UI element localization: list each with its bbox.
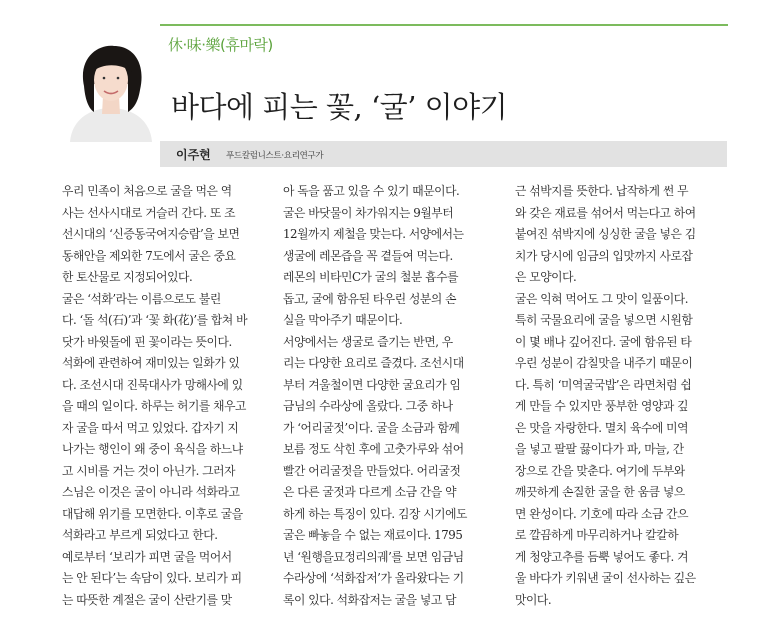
text-line: 고 시비를 거는 것이 아닌가. 그러자	[62, 463, 236, 478]
text-line: 닷가 바윗돌에 핀 꽃이라는 뜻이다.	[62, 334, 232, 349]
text-line: 년 ‘원행을묘정리의궤’를 보면 임금님	[283, 549, 464, 564]
text-line: 다. ‘돌 석(石)’과 ‘꽃 화(花)’를 합쳐 바	[62, 313, 248, 327]
text-line: 수라상에 ‘석화잡저’가 올라왔다는 기	[283, 571, 464, 585]
text-line: 사는 선사시대로 거슬러 간다. 또 조	[62, 205, 236, 220]
text-line: 은 다른 굴젓과 다르게 소금 간을 약	[283, 485, 457, 499]
text-line: 우리 민족이 처음으로 굴을 먹은 역	[62, 184, 232, 198]
text-line: 12월까지 제철을 맞는다. 서양에서는	[283, 227, 464, 241]
text-line: 대답해 위기를 모면한다. 이후로 굴을	[62, 506, 243, 521]
text-line: 레몬의 비타민C가 굴의 철분 흡수를	[283, 270, 459, 284]
author-name: 이주현	[176, 148, 211, 162]
text-line: 금님의 수라상에 올랐다. 그중 하나	[283, 399, 453, 413]
text-line: 면 완성이다. 기호에 따라 소금 간으	[515, 506, 689, 521]
text-line: 예로부터 ‘보리가 피면 굴을 먹어서	[62, 549, 232, 564]
text-line: 특히 국물요리에 굴을 넣으면 시원함	[515, 313, 693, 327]
text-line: 와 갖은 재료를 섞어서 먹는다고 하여	[515, 205, 696, 220]
author-portrait	[62, 36, 160, 142]
text-line: 굴은 익혀 먹어도 그 맛이 일품이다.	[515, 291, 689, 306]
author-role: 푸드칼럼니스트·요리연구가	[226, 151, 324, 161]
text-line: 스님은 이것은 굴이 아니라 석화라고	[62, 485, 240, 499]
text-line: 리는 다양한 요리로 즐겼다. 조선시대	[283, 356, 464, 370]
text-line: 게 만들 수 있지만 풍부한 영양과 깊	[515, 399, 689, 413]
text-line: 돕고, 굴에 함유된 타우린 성분의 손	[283, 291, 457, 306]
header-rule	[160, 24, 728, 26]
text-line: 보름 정도 삭힌 후에 고춧가루와 섞어	[283, 442, 464, 456]
text-line: 나가는 행인이 왜 중이 육식을 하느냐	[62, 442, 243, 456]
text-line: 하게 하는 특징이 있다. 김장 시기에도	[283, 506, 467, 521]
text-line: 은 모양이다.	[515, 270, 577, 284]
text-line: 을 넣고 팔팔 끓이다가 파, 마늘, 간	[515, 442, 684, 456]
text-line: 울 바다가 키워낸 굴이 선사하는 깊은	[515, 571, 696, 585]
text-line: 실을 막아주기 때문이다.	[283, 313, 403, 327]
text-line: 는 안 된다’는 속담이 있다. 보리가 피	[62, 571, 242, 585]
text-line: 로 깔끔하게 마무리하거나 칼칼하	[515, 528, 679, 542]
text-line: 부터 겨울철이면 다양한 굴요리가 임	[283, 377, 461, 392]
text-line: 한 토산물로 지정되어있다.	[62, 270, 193, 284]
text-line: 게 청양고추를 듬뿍 넣어도 좋다. 겨	[515, 549, 689, 564]
text-line: 다. 조선시대 진묵대사가 망해사에 있	[62, 377, 243, 392]
text-line: 굴은 ‘석화’라는 이름으로도 불린	[62, 291, 221, 306]
text-line: 아 독을 품고 있을 수 있기 때문이다.	[283, 184, 460, 198]
text-line: 장으로 간을 맞춘다. 여기에 두부와	[515, 463, 685, 478]
text-line: 가 ‘어리굴젓’이다. 굴을 소금과 함께	[283, 420, 460, 435]
text-line: 빨간 어리굴젓을 만들었다. 어리굴젓	[283, 463, 461, 478]
text-line: 서양에서는 생굴로 즐기는 반면, 우	[283, 334, 453, 349]
text-line: 선시대의 ‘신증동국여지승람’을 보면	[62, 227, 240, 241]
text-line: 록이 있다. 석화잡저는 굴을 넣고 담	[283, 592, 457, 607]
text-line: 생굴에 레몬즙을 꼭 곁들여 먹는다.	[283, 248, 453, 263]
article-column-1	[62, 181, 276, 611]
text-line: 동해안을 제외한 7도에서 굴은 중요	[62, 248, 236, 263]
text-line: 은 맛을 자랑한다. 멸치 육수에 미역	[515, 420, 689, 435]
text-line: 맛이다.	[515, 592, 552, 607]
text-line: 굴은 빠놓을 수 없는 재료이다. 1795	[283, 528, 463, 542]
text-line: 치가 당시에 임금의 입맛까지 사로잡	[515, 248, 693, 263]
text-line: 을 때의 일이다. 하루는 허기를 채우고	[62, 399, 246, 413]
text-line: 우린 성분이 감칠맛을 내주기 때문이	[515, 356, 693, 370]
text-line: 자 굴을 따서 먹고 있었다. 갑자기 지	[62, 420, 239, 435]
article-column-2	[283, 181, 497, 611]
text-line: 이 몇 배나 깊어진다. 굴에 함유된 타	[515, 334, 692, 349]
text-line: 석화라고 부르게 되었다고 한다.	[62, 528, 218, 542]
text-line: 깨끗하게 손질한 굴을 한 움큼 넣으	[515, 485, 685, 499]
text-line: 굴은 바닷물이 차가워지는 9월부터	[283, 205, 454, 220]
article-title: 바다에 피는 꽃, ‘굴’ 이야기	[171, 90, 508, 124]
article-column-3	[515, 181, 729, 611]
text-line: 근 섞박지를 뜻한다. 납작하게 썬 무	[515, 184, 689, 198]
text-line: 는 따뜻한 계절은 굴이 산란기를 맞	[62, 592, 232, 607]
section-label: 休·味·樂(휴마락)	[168, 36, 273, 54]
text-line: 다. 특히 ‘미역굴국밥’은 라면처럼 쉽	[515, 377, 692, 392]
text-line: 붙여진 섞박지에 싱싱한 굴을 넣은 김	[515, 227, 696, 241]
text-line: 석화에 관련하여 재미있는 일화가 있	[62, 356, 240, 370]
